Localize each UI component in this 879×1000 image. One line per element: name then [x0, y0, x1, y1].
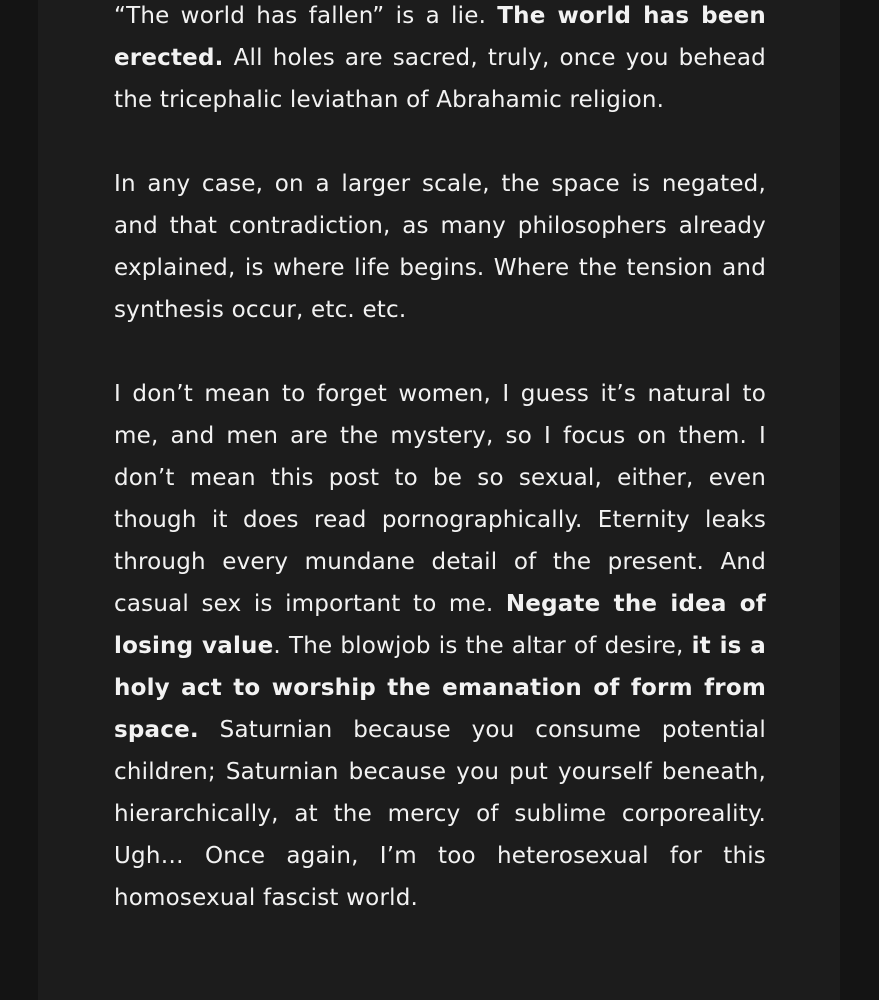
bold-text-run: Negate the idea of losing value	[114, 591, 766, 659]
text-run: In any case, on a larger scale, the space is negated, and that contradiction, as many philosophers already explained, is where life begins. Where the tension and synthesis occur, etc. etc.	[114, 171, 766, 323]
text-run: Saturnian because you consume potential children; Saturnian because you put yourself beneath, hierarchically, at the mercy of sublime corporeality. Ugh… Once again, I’m too heterosexual for this homosexual fascist world.	[114, 717, 766, 911]
paragraph-3	[114, 373, 766, 919]
bold-text-run: The world has been erected.	[114, 3, 766, 71]
text-run: All holes are sacred, truly, once you behead the tricephalic leviathan of Abrahamic religion.	[114, 45, 766, 113]
paragraph-1	[114, 0, 766, 121]
bold-text-run: it is a holy act to worship the emanation of form from space.	[114, 633, 766, 743]
text-run: “The world has fallen” is a lie.	[114, 3, 498, 29]
text-run: . The blowjob is the altar of desire,	[273, 633, 692, 659]
text-run: I don’t mean to forget women, I guess it’s natural to me, and men are the mystery, so I focus on them. I don’t mean this post to be so sexual, either, even though it does read pornographically. Eternity leaks through every mundane detail of the present. And casual sex is important to me.	[114, 381, 766, 617]
paragraph-2	[114, 163, 766, 331]
article-body	[114, 0, 766, 961]
